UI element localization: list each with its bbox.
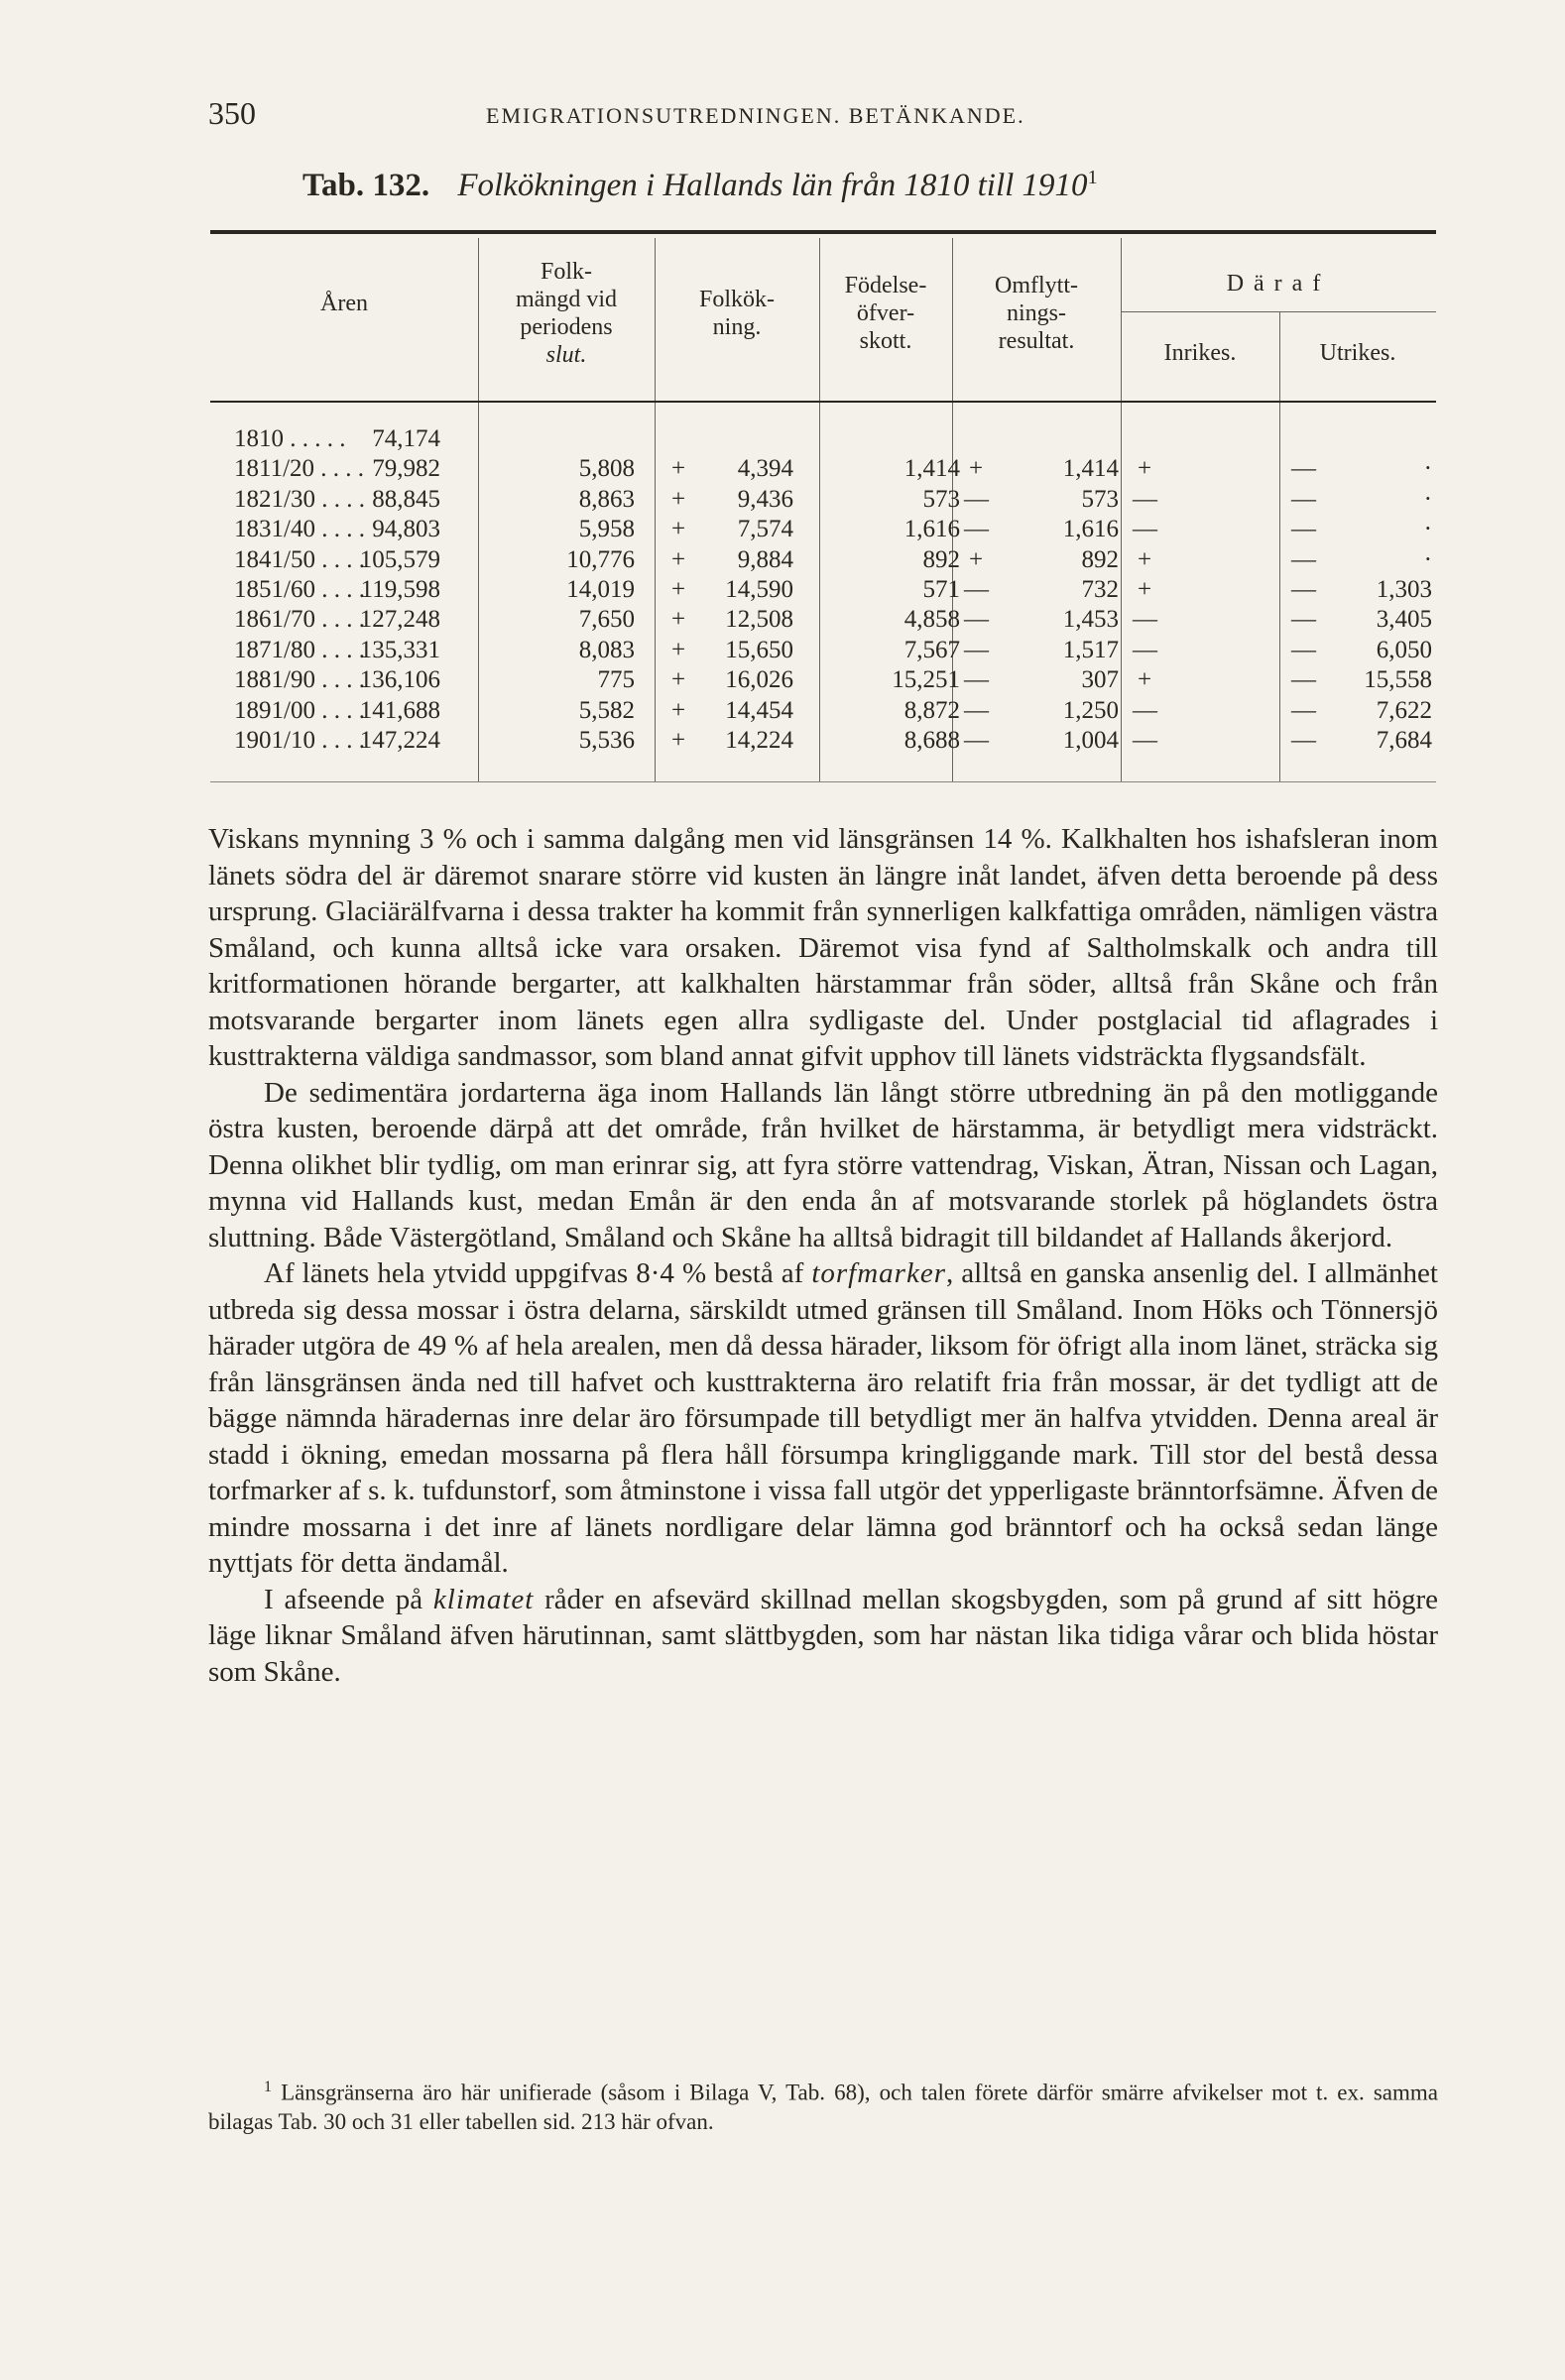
cell-foreign: 1,303 [1376, 576, 1432, 603]
table-row [210, 605, 1436, 634]
cell-domestic: 573 [1081, 485, 1119, 513]
population-table [210, 230, 1436, 785]
cell-year: 1881/90 . . . . [234, 666, 365, 694]
cell-increase-sign: + [670, 636, 686, 663]
table-header-rule [210, 401, 1436, 403]
cell-domestic-sign: + [1137, 545, 1152, 573]
cell-population: 119,598 [360, 576, 440, 603]
cell-population: 141,688 [359, 696, 440, 724]
cell-foreign: 7,684 [1376, 727, 1432, 754]
cell-foreign: · [1423, 545, 1432, 573]
cell-domestic-sign: — [1133, 485, 1157, 513]
cell-foreign-sign: — [1291, 485, 1316, 513]
cell-migration: 1,616 [903, 516, 960, 543]
cell-migration-sign: + [968, 545, 984, 573]
cell-domestic: 1,517 [1062, 636, 1119, 663]
running-head [208, 95, 1438, 135]
table-row [210, 515, 1436, 543]
cell-population: 88,845 [372, 485, 440, 513]
cell-birth-surplus: 7,574 [737, 516, 793, 543]
table-row [210, 424, 1436, 453]
cell-increase: 14,019 [566, 576, 635, 603]
cell-population: 135,331 [359, 636, 440, 663]
cell-birth-surplus: 14,590 [725, 576, 793, 603]
cell-year: 1901/10 . . . . [234, 727, 365, 754]
cell-domestic-sign: — [1133, 727, 1157, 754]
cell-increase-sign: + [670, 485, 686, 513]
cell-year: 1871/80 . . . . [234, 636, 365, 663]
cell-birth-surplus: 14,224 [725, 727, 793, 754]
cell-migration-sign: — [964, 485, 989, 513]
cell-migration: 892 [922, 545, 960, 573]
table-row [210, 545, 1436, 574]
cell-migration-sign: — [964, 516, 989, 543]
cell-increase-sign: + [670, 696, 686, 724]
cell-increase: 8,083 [578, 636, 635, 663]
cell-year: 1831/40 . . . . [234, 516, 365, 543]
cell-population: 127,248 [359, 606, 440, 634]
cell-domestic: 892 [1081, 545, 1119, 573]
header-population: Folk- mängd vid periodens slut. [516, 259, 617, 368]
cell-domestic: 1,250 [1062, 696, 1119, 724]
cell-increase: 10,776 [566, 545, 635, 573]
cell-increase-sign: + [670, 455, 686, 483]
cell-population: 147,224 [359, 727, 440, 754]
running-title: EMIGRATIONSUTREDNINGEN. BETÄNKANDE. [486, 103, 1025, 128]
cell-domestic: 732 [1081, 576, 1119, 603]
table-row [210, 636, 1436, 664]
cell-foreign: · [1423, 455, 1432, 483]
table-row [210, 696, 1436, 725]
cell-increase-sign: + [670, 727, 686, 754]
cell-domestic: 1,004 [1062, 727, 1119, 754]
cell-year: 1811/20 . . . . [234, 455, 365, 483]
cell-increase: 5,582 [578, 696, 635, 724]
cell-migration-sign: — [964, 727, 989, 754]
header-thereof: Däraf [1226, 271, 1331, 297]
cell-increase: 7,650 [578, 606, 635, 634]
cell-domestic: 1,616 [1062, 516, 1119, 543]
cell-migration: 8,688 [903, 727, 960, 754]
cell-increase-sign: + [670, 576, 686, 603]
header-foreign: Utrikes. [1319, 340, 1396, 366]
footnote [208, 2073, 1438, 2136]
header-domestic: Inrikes. [1163, 340, 1237, 366]
cell-foreign-sign: — [1291, 636, 1316, 663]
cell-population: 94,803 [372, 516, 440, 543]
cell-population: 105,579 [359, 545, 440, 573]
cell-foreign: · [1423, 485, 1432, 513]
header-increase: Folkök- ning. [698, 287, 775, 340]
cell-increase-sign: + [670, 666, 686, 694]
cell-population: 136,106 [359, 666, 440, 694]
cell-domestic: 307 [1081, 666, 1119, 694]
cell-domestic-sign: — [1133, 606, 1157, 634]
body-text [208, 821, 1438, 1690]
cell-migration: 571 [922, 576, 960, 603]
cell-migration-sign: — [964, 696, 989, 724]
cell-foreign: 3,405 [1376, 606, 1432, 634]
header-birth-surplus: Födelse- öfver- skott. [844, 273, 927, 354]
cell-increase: 5,958 [578, 516, 635, 543]
cell-increase: 8,863 [578, 485, 635, 513]
cell-birth-surplus: 14,454 [725, 696, 793, 724]
cell-year: 1891/00 . . . . [234, 696, 365, 724]
cell-birth-surplus: 16,026 [725, 666, 793, 694]
cell-birth-surplus: 9,436 [737, 485, 793, 513]
cell-foreign: 6,050 [1376, 636, 1432, 663]
cell-foreign-sign: — [1291, 696, 1316, 724]
cell-year: 1821/30 . . . . [234, 485, 365, 513]
header-migration: Omflytt- nings- resultat. [995, 273, 1078, 354]
cell-birth-surplus: 12,508 [725, 606, 793, 634]
cell-foreign: 7,622 [1376, 696, 1432, 724]
cell-migration-sign: + [968, 455, 984, 483]
cell-foreign-sign: — [1291, 455, 1316, 483]
cell-year: 1841/50 . . . . [234, 545, 365, 573]
paragraph: Viskans mynning 3 % och i samma dalgång men vid länsgränsen 14 %. Kalkhalten hos ishafsleran inom länets södra del är däremot snarare större vid kusten än längre inåt landet, äfven detta beroende på dess ursprung. Glaciärälfvarna i dessa trakter ha kommit från synnerligen kalkfattiga områden, nämligen västra Småland, och kunna alltså icke vara orsaken. Däremot visa fynd af Saltholmskalk och andra till kritformationen hörande bergarter, att kalkhalten härstammar från söder, alltså från Skåne och från motsvarande bergarter inom länets egen allra sydligaste del. Under postglacial tid aflagrades i kusttrakterna väldiga sandmassor, som bland annat gifvit upphov till länets vidsträckta flygsandsfält. [208, 823, 1438, 1072]
cell-domestic-sign: + [1137, 576, 1152, 603]
table-label: Tab. 132. [302, 168, 430, 203]
paragraph: I afseende på klimatet råder en afsevärd skillnad mellan skogsbygden, som på grund af sitt högre läge liknar Småland äfven härutinnan, samt slättbygden, som har nästan lika tidiga vårar och blida höstar som Skåne. [208, 1583, 1438, 1688]
cell-birth-surplus: 9,884 [737, 545, 793, 573]
cell-foreign: 15,558 [1364, 666, 1432, 694]
cell-migration-sign: — [964, 636, 989, 663]
cell-foreign-sign: — [1291, 727, 1316, 754]
paragraph: Af länets hela ytvidd uppgifvas 8·4 % bestå af torfmarker, alltså en ganska ansenlig del. I allmänhet utbreda sig dessa mossar i östra delarna, särskildt utmed gränsen till Småland. Inom Höks och Tönnersjö härader utgöra de 49 % af hela arealen, men då dessa härader, liksom för öfrigt alla inom länet, sträcka sig från länsgränsen ända ned till hafvet och kusttrakterna äro relatift fria från mossar, är det tydligt att de bägge nämnda häradernas inre delar äro försumpade till betydligt mer än halfva ytvidden. Denna areal är stadd i ökning, emedan mossarna på flera håll försumpa kringliggande mark. Till stor del bestå dessa torfmarker af s. k. tufdunstorf, som åtminstone i vissa fall utgör det ypperligaste bränntorfsämne. Äfven de mindre mossarna i det inre af länets nordligare delar lämna god bränntorf och ha också sedan länge nyttjats för detta ändamål. [208, 1257, 1438, 1579]
cell-domestic-sign: + [1137, 455, 1152, 483]
cell-domestic-sign: — [1133, 516, 1157, 543]
table-title: Folkökningen i Hallands län från 1810 till 1910 [457, 168, 1088, 203]
cell-foreign: · [1423, 516, 1432, 543]
table-caption [302, 167, 1098, 204]
cell-migration: 8,872 [903, 696, 960, 724]
cell-population: 74,174 [372, 425, 440, 452]
cell-increase-sign: + [670, 545, 686, 573]
cell-foreign-sign: — [1291, 606, 1316, 634]
cell-domestic: 1,414 [1062, 455, 1119, 483]
cell-increase-sign: + [670, 606, 686, 634]
cell-increase-sign: + [670, 516, 686, 543]
header-years: Åren [320, 291, 368, 316]
cell-birth-surplus: 15,650 [725, 636, 793, 663]
cell-year: 1810 . . . . . [234, 425, 346, 452]
cell-foreign-sign: — [1291, 516, 1316, 543]
table-row [210, 485, 1436, 514]
footnote-text: Länsgränserna äro här unifierade (såsom i Bilaga V, Tab. 68), och talen förete därför smärre afvikelser mot t. ex. samma bilagas Tab. 30 och 31 eller tabellen sid. 213 här ofvan. [208, 2080, 1438, 2134]
subheader-rule [1121, 311, 1436, 312]
cell-birth-surplus: 4,394 [737, 455, 793, 483]
cell-migration-sign: — [964, 606, 989, 634]
cell-migration: 1,414 [903, 455, 960, 483]
paragraph: De sedimentära jordarterna äga inom Hallands län långt större utbredning än på den motliggande östra kusten, beroende därpå att det område, från hvilket de härstamma, är betydligt mera vidsträckt. Denna olikhet blir tydlig, om man erinrar sig, att fyra större vattendrag, Viskan, Ätran, Nissan och Lagan, mynna vid Hallands kust, medan Emån är den enda ån af motsvarande storlek på höglandets östra sluttning. Både Västergötland, Småland och Skåne ha alltså bidragit till bildandet af Hallands åkerjord. [208, 1076, 1438, 1253]
cell-domestic-sign: — [1133, 636, 1157, 663]
caption-footnote-mark: 1 [1087, 167, 1098, 188]
cell-foreign-sign: — [1291, 666, 1316, 694]
cell-foreign-sign: — [1291, 545, 1316, 573]
cell-year: 1861/70 . . . . [234, 606, 365, 634]
table-row [210, 665, 1436, 694]
table-row [210, 575, 1436, 604]
footnote-mark: 1 [264, 2079, 272, 2095]
cell-increase: 5,536 [578, 727, 635, 754]
emphasis-term: torfmarker [811, 1257, 947, 1289]
page-number: 350 [208, 95, 256, 131]
cell-domestic: 1,453 [1062, 606, 1119, 634]
cell-year: 1851/60 . . . . [234, 576, 365, 603]
table-bottom-rule [210, 781, 1436, 782]
cell-migration: 15,251 [892, 666, 960, 694]
cell-migration: 4,858 [903, 606, 960, 634]
cell-foreign-sign: — [1291, 576, 1316, 603]
cell-increase: 775 [597, 666, 635, 694]
cell-domestic-sign: — [1133, 696, 1157, 724]
cell-migration: 7,567 [903, 636, 960, 663]
cell-domestic-sign: + [1137, 666, 1152, 694]
cell-migration-sign: — [964, 666, 989, 694]
table-row [210, 726, 1436, 755]
cell-migration-sign: — [964, 576, 989, 603]
table-row [210, 454, 1436, 483]
cell-migration: 573 [922, 485, 960, 513]
emphasis-term: klimatet [432, 1583, 535, 1615]
cell-population: 79,982 [372, 455, 440, 483]
table-top-rule [210, 230, 1436, 234]
cell-increase: 5,808 [578, 455, 635, 483]
